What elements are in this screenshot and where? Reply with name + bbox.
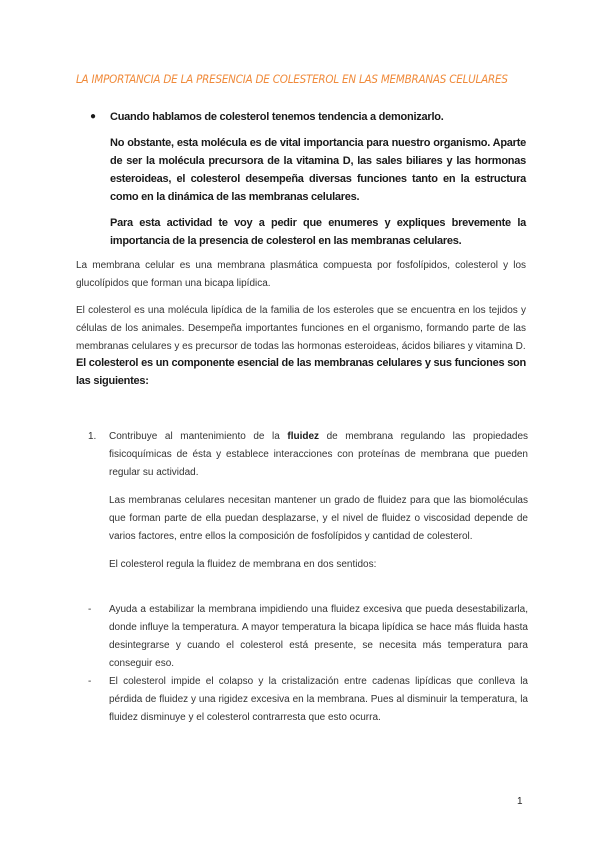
list-item-1-text-a: Contribuye al mantenimiento de la [109,431,288,442]
list-item-1 [109,428,528,482]
dash-item-2 [88,673,528,727]
dash-icon: - [88,604,92,615]
bullet-icon: ● [90,111,97,122]
document-title: LA IMPORTANCIA DE LA PRESENCIA DE COLESTEROL EN LAS MEMBRANAS CELULARES [76,72,508,86]
functions-heading: El colesterol es un componente esencial de las membranas celulares y sus funciones son las siguientes: [76,357,526,387]
list-item-1-keyword: fluidez [287,431,320,442]
body-paragraph-1: La membrana celular es una membrana plasmática compuesta por fosfolípidos, colesterol y los glucolípidos que forman una bicapa lipídica. [76,260,526,289]
body-paragraph-2: El colesterol es una molécula lipídica de la familia de los esteroles que se encuentra en los tejidos y células de los animales. Desempeña importantes funciones en el organismo, formando parte de las membranas celulares y es precursor de todas las hormonas esteroideas, ácidos biliares y vitamina D. [76,305,526,352]
intro-paragraph-2: No obstante, esta molécula es de vital importancia para nuestro organismo. Aparte de ser la molécula precursora de la vitamina D, las sales biliares y las hormonas esteroideas, el colesterol desempeña diversas funciones tanto en la estructura como en la dinámica de las membranas celulares. [110,137,526,203]
dash-item-2-text: El colesterol impide el colapso y la cristalización entre cadenas lipídicas que conlleva la pérdida de fluidez y una rigidez excesiva en la membrana. Pues al disminuir la temperatura, la fluidez disminuye y el colesterol contrarresta que esto ocurra. [109,676,528,723]
intro-section [110,108,526,258]
dash-item-1 [88,601,528,673]
dash-icon: - [88,676,92,687]
ordered-list [88,428,528,574]
page-number: 1 [517,796,523,807]
dash-item-1-text: Ayuda a estabilizar la membrana impidiendo una fluidez excesiva que pueda desestabilizarla, donde influye la temperatura. A mayor temperatura la bicapa lipídica se hace más fluida hasta desintegrarse y cuando el colesterol está presente, se necesita más temperatura para conseguir eso. [109,604,528,669]
list-number: 1. [88,431,97,442]
intro-paragraph-3: Para esta actividad te voy a pedir que enumeres y expliques brevemente la importancia de la presencia de colesterol en las membranas celulares. [110,217,526,247]
list-item-1-sub-paragraph-2: El colesterol regula la fluidez de membrana en dos sentidos: [109,559,377,570]
dash-list [88,601,528,727]
intro-paragraph-1: Cuando hablamos de colesterol tenemos tendencia a demonizarlo. [110,111,444,123]
list-item-1-sub-paragraph-1: Las membranas celulares necesitan mantener un grado de fluidez para que las biomoléculas que forman parte de ella puedan desplazarse, y el nivel de fluidez o viscosidad depende de varios factores, entre ellos la composición de fosfolípidos y cantidad de colesterol. [109,495,528,542]
list-item-1-text-b: de membrana regulando las propiedades fisicoquímicas de ésta y establece interacciones con proteínas de membrana que pueden regular su actividad. [109,431,529,478]
